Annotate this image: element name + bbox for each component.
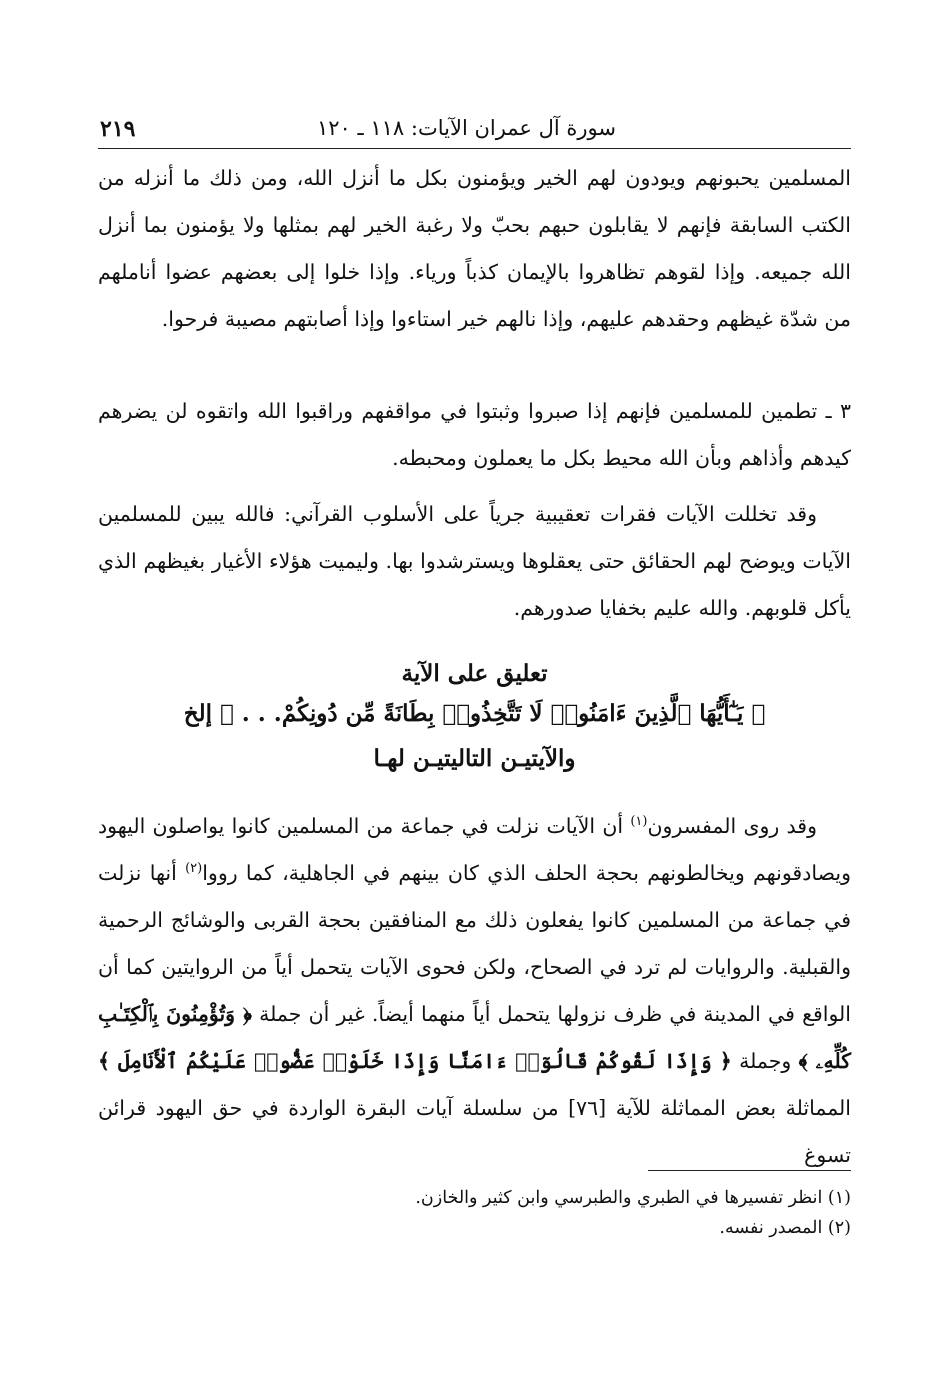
page-number: ٢١٩ (100, 116, 136, 142)
paragraph-3: وقد تخللت الآيات فقرات تعقيبية جرياً على الأسلوب القرآني: فالله يبين للمسلمين الآيات ويوضح لهم الحقائق حتى يعقلوها ويسترشدوا بها. وليميت هؤلاء الأغيار بغيظهم الذي يأكل قلوبهم. والله عليم بخفايا صدورهم. (98, 502, 851, 620)
page-header (98, 108, 851, 149)
section-heading-line-3: والآيتيـن التاليتيـن لهـا (373, 745, 576, 772)
section-heading-line-1: تعليق على الآية (401, 660, 548, 687)
commentary-paragraph (98, 803, 851, 1179)
running-title: سورة آل عمران الآيات: ١١٨ ـ ١٢٠ (317, 116, 616, 140)
paragraph-2: ٣ ـ تطمين للمسلمين فإنهم إذا صبروا وثبتوا في مواقفهم وراقبوا الله واتقوه لن يضرهم كيدهم وأذاهم وبأن الله محيط بكل ما يعملون ومحبطه. (98, 399, 851, 470)
quranic-verse-1: ﴿ وَتُؤْمِنُونَ بِٱلْكِتَـٰبِ كُلِّهِۦ ﴾ (98, 1002, 851, 1073)
quranic-verse-2: ﴿ وَإِذَا لَقُوكُمْ قَالُوٓا۟ ءَامَنَّا وَإِذَا خَلَوْا۟ عَضُّوا۟ عَلَيْكُمُ ٱلْأَنَامِلَ ﴾ (98, 1049, 732, 1073)
commentary-text-5: المماثلة بعض المماثلة للآية [٧٦] من سلسلة آيات البقرة الواردة في حق اليهود قرائن تسوغ (98, 1096, 851, 1167)
footnote-1: (١) انظر تفسيرها في الطبري والطبرسي وابن كثير والخازن. (415, 1188, 851, 1208)
commentary-text-2: أن الآيات نزلت في جماعة من المسلمين كانوا يواصلون اليهود ويصادقونهم ويخالطونهم بحجة الحلف الذي كان بينهم في الجاهلية، كما رووا (98, 814, 851, 885)
commentary-text-4: وجملة (731, 1049, 799, 1073)
footnote-divider (648, 1170, 851, 1171)
section-heading-verse: ﴿ يَـٰٓأَيُّهَا ٱلَّذِينَ ءَامَنُوا۟ لَا تَتَّخِذُوا۟ بِطَانَةً مِّن دُونِكُمْ. . . ﴾ إلخ (183, 700, 766, 727)
footnote-reference-2: (٢) (185, 861, 203, 877)
commentary-text-1: وقد روى المفسرون (647, 814, 817, 838)
commentary-text-3: أنها نزلت في جماعة من المسلمين كانوا يفعلون ذلك مع المنافقين بحجة القربى والوشائج الرحمية والقبلية. والروايات لم ترد في الصحاح، ولكن فحوى الآيات يتحمل أياً من الروايتين كما أن الواقع في المدينة في ظرف نزولها يتحمل أياً منهما أيضاً. غير أن جملة (98, 861, 852, 1026)
paragraph-1: المسلمين يحبونهم ويودون لهم الخير ويؤمنون بكل ما أنزل الله، ومن ذلك ما أنزله من الكتب السابقة فإنهم لا يقابلون حبهم بحبّ ولا رغبة الخير لهم بمثلها ولا يؤمنون بما أنزل الله جميعه. وإذا لقوهم تظاهروا بالإيمان كذباً ورياء. وإذا خلوا إلى بعضهم عضوا أناملهم من شدّة غيظهم وحقدهم عليهم، وإذا نالهم خير استاءوا وإذا أصابتهم مصيبة فرحوا. (98, 166, 851, 331)
footnote-reference-1: (١) (630, 814, 648, 830)
footnote-2: (٢) المصدر نفسه. (719, 1218, 851, 1238)
